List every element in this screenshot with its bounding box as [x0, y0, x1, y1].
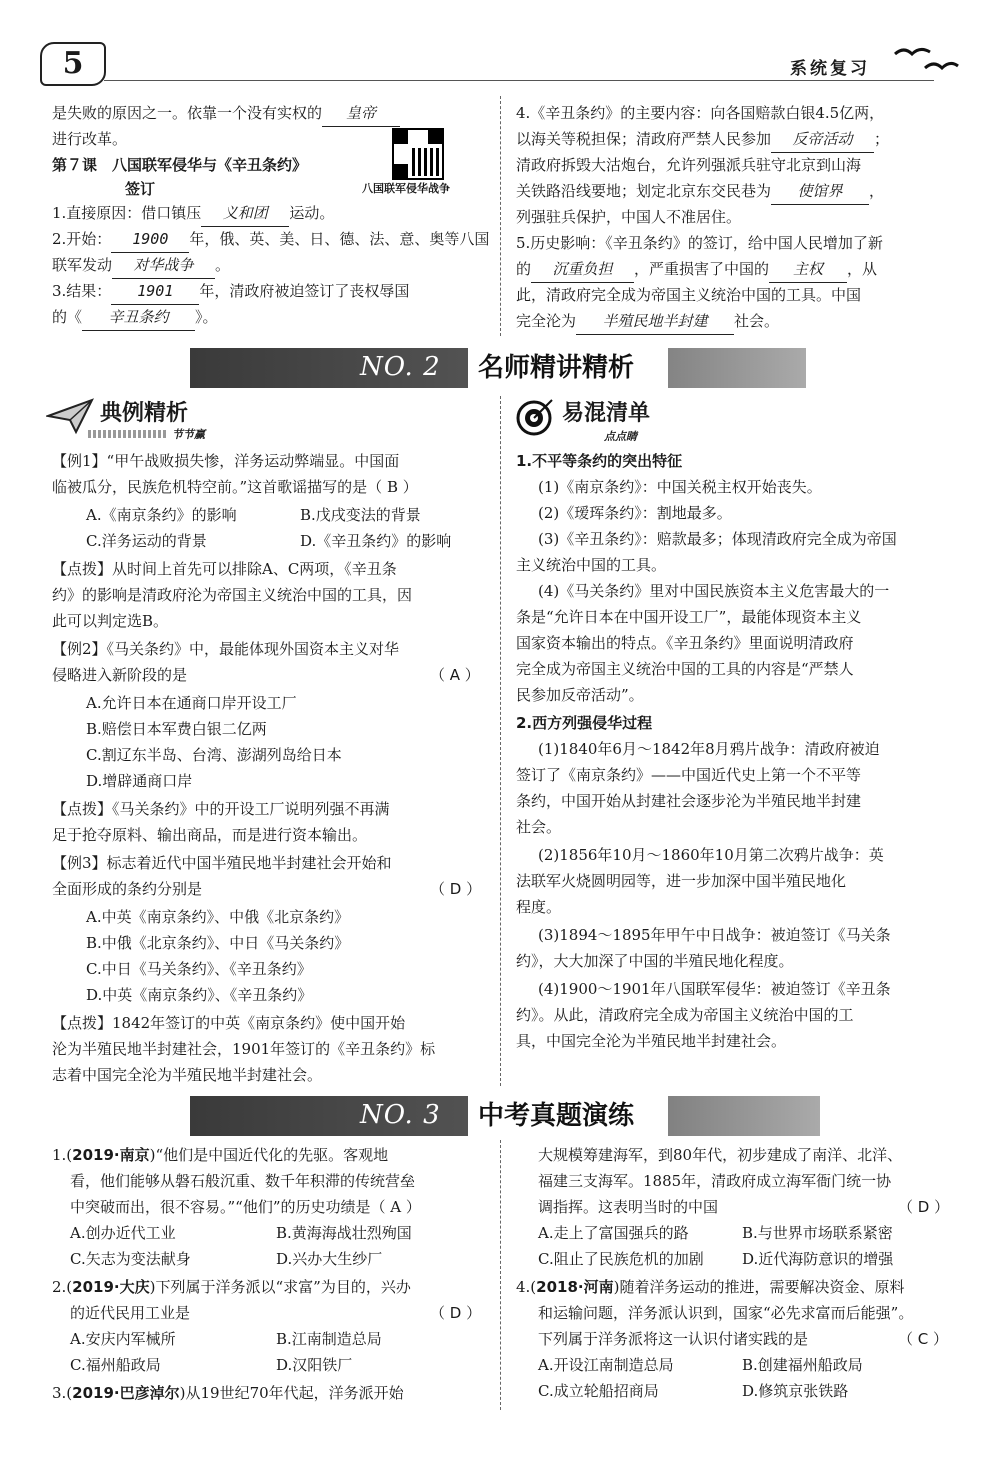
exam-q1-option-d: D.兴办大生纱厂 — [276, 1250, 383, 1268]
exam-q3-d: 调指挥。这表明当时的中国 — [538, 1198, 719, 1216]
item-2: 2.开始： 1900 年，俄、英、美、日、德、法、意、奥等八国 — [52, 226, 489, 253]
section-heading-examples: 典例精析 — [100, 401, 189, 426]
top-left-line1: 是失败的原因之一。依靠一个没有实权的 皇帝 — [52, 100, 400, 127]
confusable-1-1: (1)《南京条约》：中国关税主权开始丧失。 — [538, 478, 822, 496]
example-3-option-a: A.中英《南京条约》、中俄《北京条约》 — [86, 908, 350, 926]
confusable-1-3b: 主义统治中国的工具。 — [516, 556, 667, 574]
heading-stripes — [88, 430, 168, 438]
confusable-1-2: (2)《瑷珲条约》：割地最多。 — [538, 504, 732, 522]
qr-code-icon[interactable] — [392, 128, 444, 180]
tip-1-b: 约》的影响是清政府沦为帝国主义统治中国的工具，因 — [52, 586, 413, 604]
process-3b: 约》，大大加深了中国的半殖民地化程度。 — [516, 952, 794, 970]
exam-q4-option-a: A.开设江南制造总局 — [538, 1356, 674, 1374]
page-number: 5 — [62, 46, 84, 81]
item-5a: 5.历史影响：《辛丑条约》的签订，给中国人民增加了新 — [516, 234, 883, 252]
exam-q3-a: 3.(2019·巴彦淖尔)从19世纪70年代起，洋务派开始 — [52, 1384, 404, 1402]
tip-3-a: 【点拨】1842年签订的中英《南京条约》使中国开始 — [52, 1014, 406, 1032]
example-3-option-b: B.中俄《北京条约》、中日《马关条约》 — [86, 934, 350, 952]
header-rule — [104, 80, 934, 81]
item-4e: 列强驻兵保护，中国人不准居住。 — [516, 208, 742, 226]
example-1-option-c: C.洋务运动的背景 — [86, 532, 207, 550]
exam-q3-option-b: B.与世界市场联系紧密 — [742, 1224, 893, 1242]
example-3-option-d: D.中英《南京条约》、《辛丑条约》 — [86, 986, 313, 1004]
exam-q4-c: 下列属于洋务派将这一认识付诸实践的是 — [538, 1330, 809, 1348]
confusable-1-4a: (4)《马关条约》里对中国民族资本主义危害最大的一 — [538, 582, 890, 600]
target-icon — [512, 396, 556, 436]
item-1: 1.直接原因：借口镇压 义和团 运动。 — [52, 200, 334, 227]
example-2-a: 【例2】《马关条约》中，最能体现外国资本主义对华 — [52, 640, 400, 658]
item-5b: 的 沉重负担 ，严重损害了中国的 主权 ，从 — [516, 256, 877, 283]
example-1-b: 临被瓜分，民族危机特空前。”这首歌谣描写的是（ B ） — [52, 478, 418, 496]
tip-2-b: 足于抢夺原料、输出商品，而是进行资本输出。 — [52, 826, 368, 844]
confusable-1-3a: (3)《辛丑条约》：赔款最多；体现清政府完全成为帝国 — [538, 530, 897, 548]
tip-3-c: 志着中国完全沦为半殖民地半封建社会。 — [52, 1066, 323, 1084]
example-2-option-c: C.割辽东半岛、台湾、澎湖列岛给日本 — [86, 746, 342, 764]
exam-q3-option-d: D.近代海防意识的增强 — [742, 1250, 894, 1268]
lesson-title: 第７课 八国联军侵华与《辛丑条约》 — [52, 156, 308, 174]
process-2c: 程度。 — [516, 898, 562, 916]
tip-1-c: 此可以判定选B。 — [52, 612, 169, 630]
example-1-option-a: A.《南京条约》的影响 — [86, 506, 237, 524]
banner-2-title: 名师精讲精析 — [468, 348, 668, 388]
confusable-1-4c: 国家资本输出的特点。《辛丑条约》里面说明清政府 — [516, 634, 854, 652]
confusable-heading-2: 2.西方列强侵华过程 — [516, 714, 653, 732]
exam-q1-option-c: C.矢志为变法献身 — [70, 1250, 191, 1268]
section-banner-3 — [190, 1096, 820, 1136]
exam-q3-b: 大规模筹建海军，到80年代，初步建成了南洋、北洋、 — [538, 1146, 903, 1164]
item-2b: 联军发动 对华战争 。 — [52, 252, 230, 279]
item-3b: 的《 辛丑条约 》。 — [52, 304, 218, 331]
exam-q1-a: 1.(2019·南京)“他们是中国近代化的先驱。客观地 — [52, 1146, 389, 1164]
exam-q4-option-c: C.成立轮船招商局 — [538, 1382, 659, 1400]
banner-2-number: NO. 2 — [360, 352, 441, 382]
exam-q2-answer: （ D ） — [430, 1304, 482, 1322]
section-sub-confusables: 点点睛 — [604, 430, 637, 443]
example-3-option-c: C.中日《马关条约》、《辛丑条约》 — [86, 960, 312, 978]
answer-emperor: 皇帝 — [322, 100, 400, 127]
banner-3-number: NO. 3 — [360, 1100, 441, 1130]
item-3: 3.结果： 1901 年，清政府被迫签订了丧权辱国 — [52, 278, 409, 305]
confusable-1-4b: 条是“允许日本在中国开设工厂”，最能体现资本主义 — [516, 608, 862, 626]
item-4d: 关铁路沿线要地；划定北京东交民巷为 使馆界 ， — [516, 178, 884, 205]
example-3-answer: （ D ） — [430, 880, 482, 898]
example-1-option-d: D.《辛丑条约》的影响 — [300, 532, 452, 550]
item-4a: 4.《辛丑条约》的主要内容：向各国赔款白银4.5亿两， — [516, 104, 885, 122]
exam-q2-option-c: C.福州船政局 — [70, 1356, 161, 1374]
section-banner-2 — [190, 348, 806, 388]
process-2b: 法联军火烧圆明园等，进一步加深中国半殖民地化 — [516, 872, 847, 890]
example-2-b: 侵略进入新阶段的是 — [52, 666, 188, 684]
example-2-option-d: D.增辟通商口岸 — [86, 772, 193, 790]
example-1-option-b: B.戊戌变法的背景 — [300, 506, 421, 524]
exam-q4-option-b: B.创建福州船政局 — [742, 1356, 863, 1374]
process-1a: (1)1840年6月～1842年8月鸦片战争：清政府被迫 — [538, 740, 880, 758]
tip-3-b: 沦为半殖民地半封建社会，1901年签订的《辛丑条约》标 — [52, 1040, 436, 1058]
exam-q1-c: 中突破而出，很不容易。”“他们”的历史功绩是（ A ） — [70, 1198, 421, 1216]
exam-q1-option-b: B.黄海海战壮烈殉国 — [276, 1224, 412, 1242]
process-4b: 约》。从此，清政府完全成为帝国主义统治中国的工 — [516, 1006, 854, 1024]
process-1d: 社会。 — [516, 818, 562, 836]
confusable-heading-1: 1.不平等条约的突出特征 — [516, 452, 683, 470]
item-5d: 完全沦为 半殖民地半封建 社会。 — [516, 308, 779, 335]
tip-1-a: 【点拨】从时间上首先可以排除A、C两项，《辛丑条 — [52, 560, 397, 578]
exam-q1-option-a: A.创办近代工业 — [70, 1224, 176, 1242]
section-heading-confusables: 易混清单 — [562, 401, 651, 426]
top-left-line2: 进行改革。 — [52, 130, 128, 148]
item-4c: 清政府拆毁大沽炮台，允许列强派兵驻守北京到山海 — [516, 156, 862, 174]
lesson-title-2: 签订 — [125, 180, 156, 198]
exam-q4-a: 4.(2018·河南)随着洋务运动的推进，需要解决资金、原料 — [516, 1278, 905, 1296]
column-divider — [500, 96, 501, 336]
exam-q2-b: 的近代民用工业是 — [70, 1304, 191, 1322]
exam-q2-a: 2.(2019·大庆)下列属于洋务派以“求富”为目的，兴办 — [52, 1278, 411, 1296]
qr-caption: 八国联军侵华战争 — [362, 182, 450, 195]
section-sub-examples: 节节赢 — [172, 428, 205, 441]
exam-q4-answer: （ C ） — [898, 1330, 949, 1348]
exam-q4-b: 和运输问题，洋务派认识到，国家“必先求富而后能强”。 — [538, 1304, 914, 1322]
birds-icon — [890, 42, 960, 82]
banner-3-title: 中考真题演练 — [468, 1096, 668, 1136]
example-3-b: 全面形成的条约分别是 — [52, 880, 203, 898]
example-2-option-a: A.允许日本在通商口岸开设工厂 — [86, 694, 297, 712]
item-5c: 此，清政府完全成为帝国主义统治中国的工具。中国 — [516, 286, 862, 304]
exam-q4-option-d: D.修筑京张铁路 — [742, 1382, 849, 1400]
exam-q2-option-b: B.江南制造总局 — [276, 1330, 382, 1348]
process-1c: 条约，中国开始从封建社会逐步沦为半殖民地半封建 — [516, 792, 862, 810]
column-divider-mid — [500, 396, 501, 1086]
column-divider-bottom — [500, 1140, 501, 1410]
example-3-a: 【例3】标志着近代中国半殖民地半封建社会开始和 — [52, 854, 392, 872]
exam-q1-b: 看，他们能够从磐石般沉重、数千年积滞的传统营垒 — [70, 1172, 416, 1190]
example-2-answer: （ A ） — [430, 666, 480, 684]
process-4c: 具，中国完全沦为半殖民地半封建社会。 — [516, 1032, 787, 1050]
exam-q2-option-d: D.汉阳铁厂 — [276, 1356, 353, 1374]
process-1b: 签订了《南京条约》——中国近代史上第一个不平等 — [516, 766, 862, 784]
process-2a: (2)1856年10月～1860年10月第二次鸦片战争：英 — [538, 846, 884, 864]
item-4b: 以海关等税担保；清政府严禁人民参加 反帝活动 ； — [516, 126, 889, 153]
exam-q2-option-a: A.安庆内军械所 — [70, 1330, 176, 1348]
process-3a: (3)1894～1895年甲午中日战争：被迫签订《马关条 — [538, 926, 891, 944]
page-number-badge — [40, 42, 106, 86]
section-label: 系统复习 — [790, 59, 870, 79]
exam-q3-answer: （ D ） — [898, 1198, 950, 1216]
confusable-1-4e: 民参加反帝活动”。 — [516, 686, 644, 704]
example-1-a: 【例1】“甲午战败损失惨，洋务运动弊端显。中国面 — [52, 452, 400, 470]
exam-q3-option-a: A.走上了富国强兵的路 — [538, 1224, 689, 1242]
confusable-1-4d: 完全成为帝国主义统治中国的工具的内容是“严禁人 — [516, 660, 854, 678]
process-4a: (4)1900～1901年八国联军侵华：被迫签订《辛丑条 — [538, 980, 891, 998]
exam-q3-c: 福建三支海军。1885年，清政府成立海军衙门统一协 — [538, 1172, 892, 1190]
example-2-option-b: B.赔偿日本军费白银二亿两 — [86, 720, 267, 738]
exam-q3-option-c: C.阻止了民族危机的加剧 — [538, 1250, 704, 1268]
tip-2-a: 【点拨】《马关条约》中的开设工厂说明列强不再满 — [52, 800, 390, 818]
